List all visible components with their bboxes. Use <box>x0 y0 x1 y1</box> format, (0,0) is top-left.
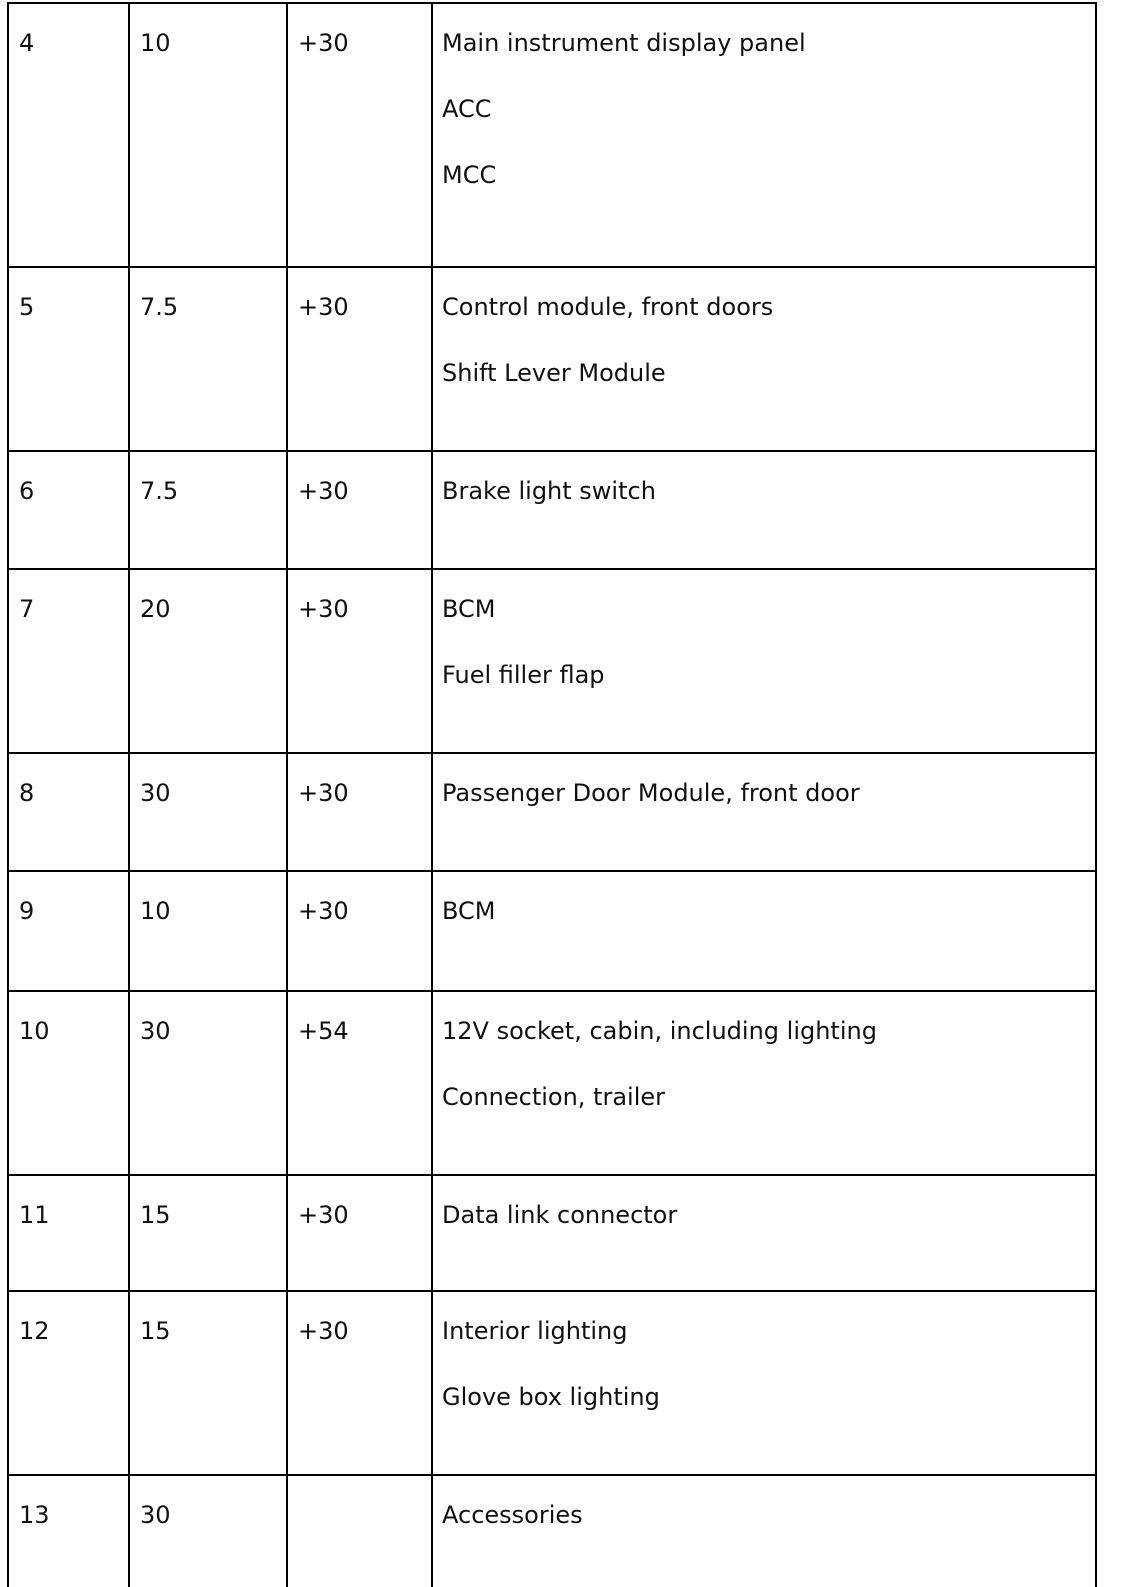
supply-cell: +30 <box>287 267 432 451</box>
table-row <box>8 991 1096 1175</box>
fuse-number-cell: 6 <box>8 451 129 569</box>
fuse-number-cell: 12 <box>8 1291 129 1475</box>
supply-cell: +30 <box>287 451 432 569</box>
fuse-number-cell: 10 <box>8 991 129 1175</box>
function-line: Passenger Door Module, front door <box>442 779 860 807</box>
function-line: Control module, front doors <box>442 293 774 321</box>
table-row <box>8 451 1096 569</box>
table-row <box>8 1291 1096 1475</box>
table-row <box>8 1475 1096 1587</box>
amperage-cell: 10 <box>129 3 287 267</box>
function-cell <box>432 1291 1096 1475</box>
amperage-cell: 30 <box>129 991 287 1175</box>
function-cell <box>432 1475 1096 1587</box>
function-cell <box>432 871 1096 991</box>
function-line: Data link connector <box>442 1201 678 1229</box>
function-cell <box>432 1175 1096 1291</box>
fuse-table <box>7 2 1097 1587</box>
supply-cell <box>287 1475 432 1587</box>
function-cell <box>432 569 1096 753</box>
supply-cell: +30 <box>287 753 432 871</box>
supply-cell: +54 <box>287 991 432 1175</box>
amperage-cell: 7.5 <box>129 451 287 569</box>
amperage-cell: 10 <box>129 871 287 991</box>
fuse-number-cell: 4 <box>8 3 129 267</box>
amperage-cell: 15 <box>129 1291 287 1475</box>
function-line: Glove box lighting <box>442 1383 660 1411</box>
function-line: Fuel filler flap <box>442 661 605 689</box>
supply-cell: +30 <box>287 871 432 991</box>
function-line: Accessories <box>442 1501 583 1529</box>
fuse-number-cell: 9 <box>8 871 129 991</box>
table-row <box>8 3 1096 267</box>
table-row <box>8 871 1096 991</box>
fuse-number-cell: 8 <box>8 753 129 871</box>
function-line: Main instrument display panel <box>442 29 806 57</box>
fuse-number-cell: 11 <box>8 1175 129 1291</box>
fuse-number-cell: 13 <box>8 1475 129 1587</box>
supply-cell: +30 <box>287 3 432 267</box>
function-cell <box>432 3 1096 267</box>
function-line: BCM <box>442 897 496 925</box>
function-line: ACC <box>442 95 492 123</box>
function-cell <box>432 451 1096 569</box>
supply-cell: +30 <box>287 1291 432 1475</box>
table-row <box>8 569 1096 753</box>
function-line: Brake light switch <box>442 477 656 505</box>
table-row <box>8 1175 1096 1291</box>
function-line: 12V socket, cabin, including lighting <box>442 1017 877 1045</box>
fuse-number-cell: 7 <box>8 569 129 753</box>
function-cell <box>432 991 1096 1175</box>
amperage-cell: 30 <box>129 1475 287 1587</box>
function-line: Shift Lever Module <box>442 359 666 387</box>
function-line: MCC <box>442 161 497 189</box>
supply-cell: +30 <box>287 1175 432 1291</box>
amperage-cell: 15 <box>129 1175 287 1291</box>
function-line: Interior lighting <box>442 1317 628 1345</box>
function-cell <box>432 753 1096 871</box>
supply-cell: +30 <box>287 569 432 753</box>
table-row <box>8 267 1096 451</box>
function-cell <box>432 267 1096 451</box>
amperage-cell: 7.5 <box>129 267 287 451</box>
amperage-cell: 20 <box>129 569 287 753</box>
function-line: BCM <box>442 595 496 623</box>
fuse-number-cell: 5 <box>8 267 129 451</box>
amperage-cell: 30 <box>129 753 287 871</box>
table-row <box>8 753 1096 871</box>
function-line: Connection, trailer <box>442 1083 666 1111</box>
